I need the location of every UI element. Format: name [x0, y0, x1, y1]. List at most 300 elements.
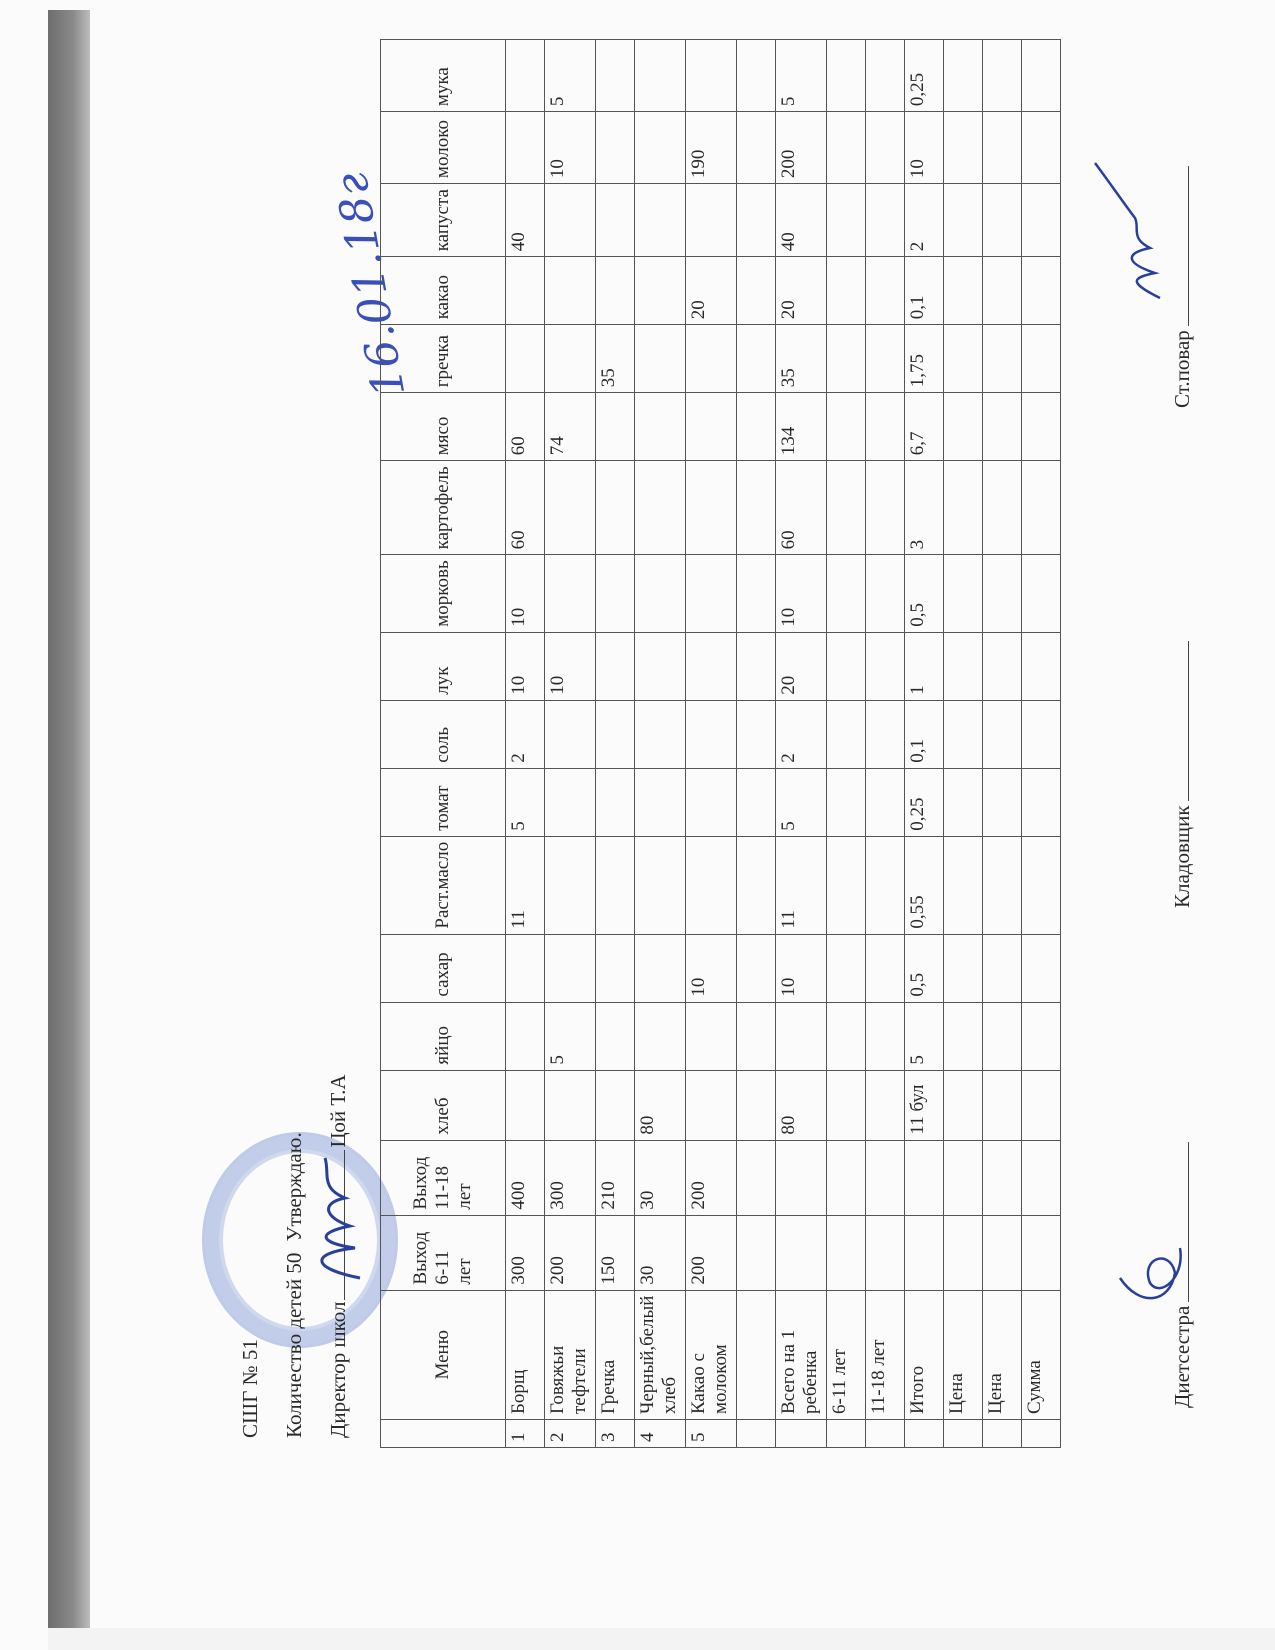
table-cell [866, 1215, 905, 1290]
table-cell [983, 461, 1022, 555]
table-cell [506, 934, 545, 1002]
table-cell: 2 [545, 1420, 596, 1448]
table-cell [866, 768, 905, 836]
table-row [1022, 40, 1061, 1448]
table-cell [635, 934, 686, 1002]
table-cell [635, 555, 686, 632]
table-cell: Всего на 1 ребенка [776, 1290, 827, 1419]
table-cell [686, 393, 737, 461]
table-cell: 0,1 [905, 257, 944, 325]
table-cell [827, 768, 866, 836]
table-row [686, 40, 737, 1448]
table-cell [1022, 768, 1061, 836]
table-cell: 300 [545, 1140, 596, 1215]
table-cell [596, 184, 635, 257]
table-cell: 0,1 [905, 700, 944, 768]
table-cell: 200 [686, 1215, 737, 1290]
table-cell [944, 768, 983, 836]
table-cell [983, 1140, 1022, 1215]
table-cell: 150 [596, 1215, 635, 1290]
table-cell [983, 1420, 1022, 1448]
table-cell [686, 836, 737, 934]
table-cell [1022, 461, 1061, 555]
column-header: капуста [381, 184, 506, 257]
table-cell [866, 1002, 905, 1070]
table-cell [827, 461, 866, 555]
table-row [545, 40, 596, 1448]
table-cell [737, 555, 776, 632]
table-cell [737, 768, 776, 836]
storekeeper-signature-line [1188, 641, 1189, 801]
table-row [635, 40, 686, 1448]
table-cell: Цена [983, 1290, 1022, 1419]
table-cell [866, 325, 905, 393]
table-cell: 20 [686, 257, 737, 325]
table-cell: 0,25 [905, 40, 944, 112]
table-cell [1022, 1002, 1061, 1070]
table-cell [737, 1140, 776, 1215]
table-cell [686, 700, 737, 768]
table-cell [1022, 1215, 1061, 1290]
table-cell [1022, 112, 1061, 184]
table-cell [596, 461, 635, 555]
table-row [737, 40, 776, 1448]
table-cell [596, 700, 635, 768]
table-cell [866, 934, 905, 1002]
storekeeper-line [1170, 641, 1195, 908]
table-cell [506, 1070, 545, 1140]
table-cell [983, 632, 1022, 700]
table-cell [737, 1215, 776, 1290]
table-row [506, 40, 545, 1448]
column-header: мука [381, 40, 506, 112]
table-cell [545, 555, 596, 632]
table-cell: 2 [506, 700, 545, 768]
table-cell: 10 [545, 112, 596, 184]
table-cell: 210 [596, 1140, 635, 1215]
table-cell [866, 836, 905, 934]
table-cell: 2 [776, 700, 827, 768]
table-cell [944, 112, 983, 184]
table-cell [596, 1002, 635, 1070]
table-cell [866, 461, 905, 555]
table-cell [827, 632, 866, 700]
table-cell [596, 1070, 635, 1140]
column-header: картофель [381, 461, 506, 555]
column-header: морковь [381, 555, 506, 632]
table-cell: 134 [776, 393, 827, 461]
table-cell [737, 393, 776, 461]
table-cell [866, 40, 905, 112]
table-cell [827, 1002, 866, 1070]
table-cell [1022, 184, 1061, 257]
table-cell [866, 632, 905, 700]
table-cell [827, 184, 866, 257]
table-row [596, 40, 635, 1448]
table-cell [545, 1070, 596, 1140]
table-cell [866, 257, 905, 325]
table-cell [596, 555, 635, 632]
table-cell [596, 632, 635, 700]
table-cell [983, 768, 1022, 836]
table-cell [635, 1002, 686, 1070]
children-count-label: Количество детей [282, 1278, 306, 1438]
table-cell [944, 934, 983, 1002]
table-cell [983, 1002, 1022, 1070]
table-row [944, 40, 983, 1448]
table-cell [545, 184, 596, 257]
dietitian-signature [1110, 1228, 1190, 1318]
table-cell: 5 [545, 40, 596, 112]
table-cell [827, 1070, 866, 1140]
table-cell [1022, 700, 1061, 768]
table-cell [545, 325, 596, 393]
table-cell [983, 257, 1022, 325]
table-row [983, 40, 1022, 1448]
table-cell: 80 [776, 1070, 827, 1140]
column-header: Меню [381, 1290, 506, 1419]
table-cell [686, 555, 737, 632]
table-cell [905, 1215, 944, 1290]
table-cell: 2 [905, 184, 944, 257]
table-cell [944, 836, 983, 934]
table-cell [686, 768, 737, 836]
table-cell: 60 [776, 461, 827, 555]
table-cell: 6,7 [905, 393, 944, 461]
table-cell [545, 257, 596, 325]
table-cell [866, 393, 905, 461]
table-cell: 0,25 [905, 768, 944, 836]
table-cell: 30 [635, 1215, 686, 1290]
table-cell [737, 112, 776, 184]
table-cell [983, 934, 1022, 1002]
table-cell: Борщ [506, 1290, 545, 1419]
table-cell [1022, 555, 1061, 632]
table-cell [737, 1070, 776, 1140]
table-cell: Какао с молоком [686, 1290, 737, 1419]
table-cell [737, 700, 776, 768]
table-cell [983, 836, 1022, 934]
table-cell [827, 934, 866, 1002]
table-cell [983, 393, 1022, 461]
column-header [381, 1420, 506, 1448]
table-cell [1022, 934, 1061, 1002]
column-header: томат [381, 768, 506, 836]
table-cell: 200 [776, 112, 827, 184]
table-cell [635, 184, 686, 257]
table-cell [737, 257, 776, 325]
table-body [506, 40, 1061, 1448]
dietitian-label: Диетсестра [1170, 1305, 1194, 1408]
table-cell [545, 461, 596, 555]
table-cell [944, 325, 983, 393]
table-cell [866, 184, 905, 257]
table-cell [545, 768, 596, 836]
table-cell: 20 [776, 257, 827, 325]
table-cell [827, 257, 866, 325]
chef-signature-line [1188, 166, 1189, 326]
table-cell [827, 393, 866, 461]
director-signature [300, 1148, 380, 1288]
table-cell [737, 1002, 776, 1070]
table-cell [827, 1420, 866, 1448]
chef-label: Ст.повар [1170, 330, 1194, 408]
table-cell: 30 [635, 1140, 686, 1215]
table-cell [905, 1140, 944, 1215]
table-cell: 190 [686, 112, 737, 184]
table-cell [944, 1070, 983, 1140]
table-cell [1022, 393, 1061, 461]
table-cell [635, 393, 686, 461]
approval-text: Утверждаю. [282, 1132, 306, 1242]
table-cell [866, 700, 905, 768]
table-cell [635, 461, 686, 555]
column-header: лук [381, 632, 506, 700]
table-cell [635, 325, 686, 393]
table-cell: 1,75 [905, 325, 944, 393]
table-cell [686, 1002, 737, 1070]
table-cell [737, 632, 776, 700]
table-cell: 200 [686, 1140, 737, 1215]
table-cell [983, 40, 1022, 112]
table-cell [944, 700, 983, 768]
table-cell [737, 325, 776, 393]
table-cell [776, 1002, 827, 1070]
table-cell [686, 461, 737, 555]
table-cell [944, 1420, 983, 1448]
table-cell: 10 [905, 112, 944, 184]
table-cell [983, 1070, 1022, 1140]
table-cell: 5 [686, 1420, 737, 1448]
table-cell [944, 1215, 983, 1290]
table-cell [944, 1002, 983, 1070]
table-cell: 1 [905, 632, 944, 700]
table-cell: 74 [545, 393, 596, 461]
table-row [866, 40, 905, 1448]
table-cell [944, 555, 983, 632]
table-cell: 5 [545, 1002, 596, 1070]
table-cell: 10 [686, 934, 737, 1002]
table-cell: Цена [944, 1290, 983, 1419]
table-cell [944, 632, 983, 700]
table-cell: 5 [776, 768, 827, 836]
table-cell [545, 700, 596, 768]
table-cell: 0,55 [905, 836, 944, 934]
table-cell [944, 461, 983, 555]
table-cell: 11 бул [905, 1070, 944, 1140]
table-cell: 10 [776, 555, 827, 632]
table-cell [686, 632, 737, 700]
table-cell [506, 1002, 545, 1070]
children-count-value: 50 [282, 1252, 306, 1274]
table-cell [866, 555, 905, 632]
column-header: какао [381, 257, 506, 325]
table-cell [545, 934, 596, 1002]
table-cell: 11 [506, 836, 545, 934]
table-cell [737, 934, 776, 1002]
table-cell [1022, 40, 1061, 112]
table-cell [827, 555, 866, 632]
table-cell [635, 632, 686, 700]
table-cell [1022, 1420, 1061, 1448]
table-row [905, 40, 944, 1448]
table-cell: 60 [506, 393, 545, 461]
table-cell [827, 1140, 866, 1215]
table-cell [1022, 836, 1061, 934]
table-cell: Итого [905, 1290, 944, 1419]
column-header: Раст.масло [381, 836, 506, 934]
table-cell [686, 40, 737, 112]
table-cell [827, 1215, 866, 1290]
table-cell [737, 1420, 776, 1448]
table-cell: 4 [635, 1420, 686, 1448]
table-cell: 3 [905, 461, 944, 555]
table-cell [866, 1070, 905, 1140]
table-cell: Говяжьи тефтели [545, 1290, 596, 1419]
table-cell [635, 112, 686, 184]
column-header: молоко [381, 112, 506, 184]
table-cell [1022, 257, 1061, 325]
table-row [827, 40, 866, 1448]
table-cell: 60 [506, 461, 545, 555]
table-cell [635, 700, 686, 768]
table-cell: 20 [776, 632, 827, 700]
table-cell: Черный,белый хлеб [635, 1290, 686, 1419]
table-cell [827, 700, 866, 768]
table-cell [944, 393, 983, 461]
table-cell: 0,5 [905, 934, 944, 1002]
table-cell [827, 325, 866, 393]
table-cell: 10 [506, 555, 545, 632]
table-cell [944, 1140, 983, 1215]
table-cell: 0,5 [905, 555, 944, 632]
table-cell: 1 [506, 1420, 545, 1448]
storekeeper-label: Кладовщик [1170, 805, 1194, 908]
table-cell: 80 [635, 1070, 686, 1140]
table-cell: 5 [905, 1002, 944, 1070]
table-cell: 11 [776, 836, 827, 934]
table-cell: 40 [776, 184, 827, 257]
table-cell [686, 325, 737, 393]
director-label: Директор школ [326, 1301, 350, 1438]
table-cell [545, 836, 596, 934]
table-cell: 5 [506, 768, 545, 836]
table-cell [635, 768, 686, 836]
table-cell: 400 [506, 1140, 545, 1215]
table-cell: 10 [545, 632, 596, 700]
table-cell [776, 1420, 827, 1448]
column-header: хлеб [381, 1070, 506, 1140]
table-cell [737, 836, 776, 934]
table-cell [983, 112, 1022, 184]
table-cell [737, 1290, 776, 1419]
column-header: гречка [381, 325, 506, 393]
column-header: Выход 6-11 лет [381, 1215, 506, 1290]
chef-signature [1090, 158, 1180, 308]
table-cell [506, 40, 545, 112]
table-cell [596, 393, 635, 461]
table-cell [596, 257, 635, 325]
table-cell: 5 [776, 40, 827, 112]
table-cell [596, 768, 635, 836]
table-cell [944, 257, 983, 325]
table-cell [686, 184, 737, 257]
table-header-row [381, 40, 506, 1448]
table-cell [1022, 325, 1061, 393]
table-cell [866, 112, 905, 184]
table-cell [506, 257, 545, 325]
school-title: СШГ № 51 [238, 1339, 262, 1438]
table-cell [596, 836, 635, 934]
column-header: сахар [381, 934, 506, 1002]
table-cell [1022, 1140, 1061, 1215]
table-cell [635, 257, 686, 325]
column-header: соль [381, 700, 506, 768]
table-cell [827, 836, 866, 934]
table-cell [506, 325, 545, 393]
table-cell [737, 40, 776, 112]
table-cell [827, 112, 866, 184]
table-cell [944, 184, 983, 257]
table-cell [776, 1140, 827, 1215]
table-cell [983, 700, 1022, 768]
menu-table [380, 39, 1061, 1448]
table-cell: 300 [506, 1215, 545, 1290]
table-cell [686, 1070, 737, 1140]
handwritten-date: 16.01.18г [325, 168, 416, 401]
scan-margin [48, 1628, 1275, 1650]
table-cell [827, 40, 866, 112]
table-cell [983, 184, 1022, 257]
table-cell [983, 325, 1022, 393]
table-cell [506, 112, 545, 184]
table-cell: 3 [596, 1420, 635, 1448]
menu-document [230, 8, 1230, 1468]
table-cell: Гречка [596, 1290, 635, 1419]
scan-edge [48, 10, 90, 1630]
table-cell [635, 836, 686, 934]
table-cell: 6-11 лет [827, 1290, 866, 1419]
table-cell [596, 40, 635, 112]
table-cell [944, 40, 983, 112]
table-cell [596, 934, 635, 1002]
table-cell [983, 1215, 1022, 1290]
director-name: Цой Т.А [326, 1074, 350, 1148]
table-cell [905, 1420, 944, 1448]
table-cell: 35 [776, 325, 827, 393]
table-cell [635, 40, 686, 112]
table-cell [866, 1140, 905, 1215]
table-cell: 40 [506, 184, 545, 257]
table-cell [596, 112, 635, 184]
table-cell: 11-18 лет [866, 1290, 905, 1419]
table-cell [1022, 1070, 1061, 1140]
column-header: Выход 11-18 лет [381, 1140, 506, 1215]
column-header: мясо [381, 393, 506, 461]
table-cell [737, 461, 776, 555]
table-cell [737, 184, 776, 257]
table-cell: Сумма [1022, 1290, 1061, 1419]
table-cell [866, 1420, 905, 1448]
table-cell [776, 1215, 827, 1290]
column-header: яйцо [381, 1002, 506, 1070]
table-row [776, 40, 827, 1448]
table-cell [1022, 632, 1061, 700]
table-cell: 35 [596, 325, 635, 393]
table-cell [983, 555, 1022, 632]
table-cell: 10 [506, 632, 545, 700]
table-cell: 200 [545, 1215, 596, 1290]
